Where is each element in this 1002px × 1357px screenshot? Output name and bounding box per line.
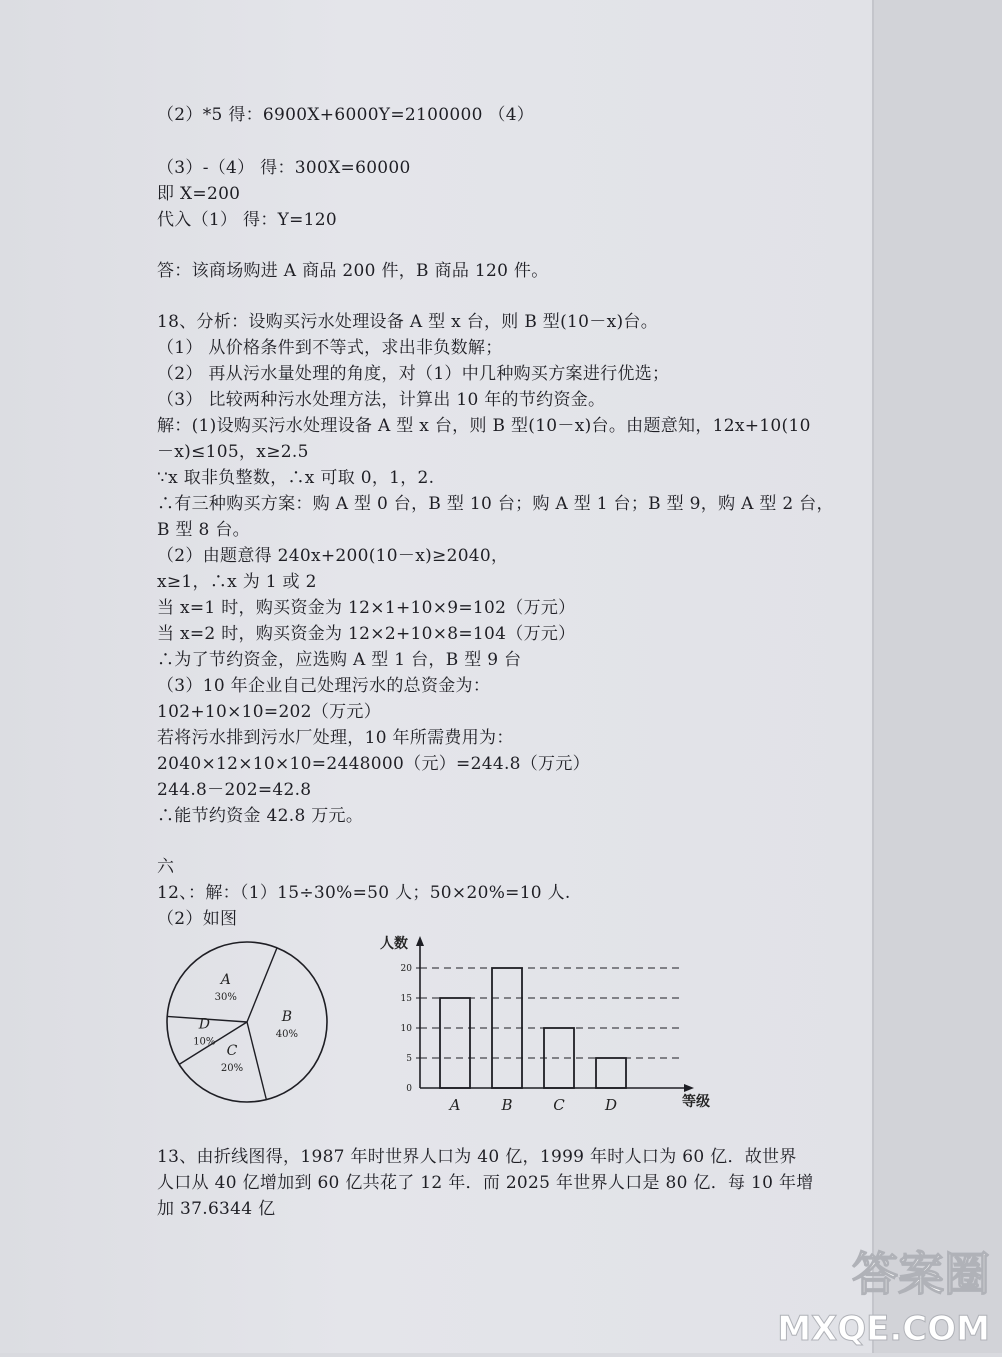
watermark-text: 答案圈 [852,1247,990,1301]
text-line: （2）*5 得：6900X+6000Y=2100000 （4） [157,105,535,125]
text-line: （1） 从价格条件到不等式，求出非负数解； [157,338,503,358]
text-line: （2）由题意得 240x+200(10－x)≥2040， [157,546,509,566]
text-line: （3） 比较两种污水处理方法，计算出 10 年的节约资金。 [157,390,606,410]
text-line: ∵x 取非负整数，∴x 可取 0，1，2. [157,468,435,488]
watermark-url: MXQE.COM [777,1309,990,1349]
watermark-logo [777,1228,1000,1353]
text-line: 代入（1） 得：Y=120 [157,210,338,230]
y-tick-label: 10 [400,1024,412,1034]
text-line: 加 37.6344 亿 [157,1199,276,1219]
bar-chart [370,928,710,1128]
pie-chart-svg [160,935,335,1110]
text-line: 13、由折线图得，1987 年时世界人口为 40 亿，1999 年时人口为 60 亿．故世界 [157,1147,797,1167]
bar-chart-svg [370,928,710,1128]
text-line: 当 x=1 时，购买资金为 12×1+10×9=102（万元） [157,598,576,618]
text-line: （2）如图 [157,909,238,929]
y-tick-label: 5 [406,1054,412,1064]
page-margin [872,0,1002,1353]
text-line: 若将污水排到污水厂处理，10 年所需费用为： [157,728,514,748]
pie-label-b: B [281,1008,293,1025]
pie-label-d: D [198,1016,210,1033]
text-line: ∴有三种购买方案：购 A 型 0 台，B 型 10 台；购 A 型 1 台；B 型 9，购 A 型 2 台， [157,494,834,514]
pie-slice-c-edge [247,1022,266,1100]
text-line: 2040×12×10×10=2448000（元）=244.8（万元） [157,754,590,774]
text-line: ∴能节约资金 42.8 万元。 [157,806,364,826]
text-line: （2） 再从污水量处理的角度，对（1）中几种购买方案进行优选； [157,364,670,384]
x-tick-label-d: D [604,1096,618,1114]
pie-value-c: 20% [220,1063,244,1075]
text-line: －x)≤105，x≥2.5 [157,442,309,462]
text-line: x≥1，∴x 为 1 或 2 [157,572,317,592]
bar-d [596,1058,626,1088]
y-tick-label: 20 [400,964,412,974]
pie-slice-b-edge [247,948,277,1022]
text-line: 12、：解：（1）15÷30%=50 人；50×20%=10 人. [157,883,571,903]
x-tick-label-c: C [553,1096,565,1114]
x-tick-label-b: B [501,1096,513,1114]
y-tick-label: 15 [400,994,412,1004]
pie-label-a: A [220,972,231,989]
text-line: 答：该商场购进 A 商品 200 件，B 商品 120 件。 [157,261,549,281]
pie-value-b: 40% [275,1028,299,1040]
section-heading: 六 [157,857,175,877]
y-axis-label: 人数 [380,936,408,952]
pie-chart [160,935,335,1110]
pie-value-a: 30% [214,992,237,1004]
x-axis-label: 等级 [682,1094,710,1110]
text-line: 18、分析：设购买污水处理设备 A 型 x 台，则 B 型(10－x)台。 [157,312,658,332]
x-tick-label-a: A [449,1096,461,1114]
pie-value-d: 10% [193,1036,216,1048]
text-line: 人口从 40 亿增加到 60 亿共花了 12 年．而 2025 年世界人口是 80 亿．每 10 年增 [157,1173,814,1193]
x-axis-arrow [684,1084,694,1092]
text-line: B 型 8 台。 [157,520,250,540]
text-line: （3）-（4） 得：300X=60000 [157,158,411,178]
text-line: （3）10 年企业自己处理污水的总资金为： [157,676,491,696]
text-line: 102+10×10=202（万元） [157,702,381,722]
y-tick-label: 0 [406,1084,412,1094]
pie-label-c: C [226,1043,238,1060]
bar-a [440,998,470,1088]
text-line: 当 x=2 时，购买资金为 12×2+10×8=104（万元） [157,624,576,644]
text-line: 244.8－202=42.8 [157,780,312,800]
text-line: 即 X=200 [157,184,241,204]
y-axis-arrow [416,936,424,946]
text-line: 解：(1)设购买污水处理设备 A 型 x 台，则 B 型(10－x)台。由题意知，12x+10(10 [157,416,811,436]
text-line: ∴为了节约资金，应选购 A 型 1 台，B 型 9 台 [157,650,522,670]
